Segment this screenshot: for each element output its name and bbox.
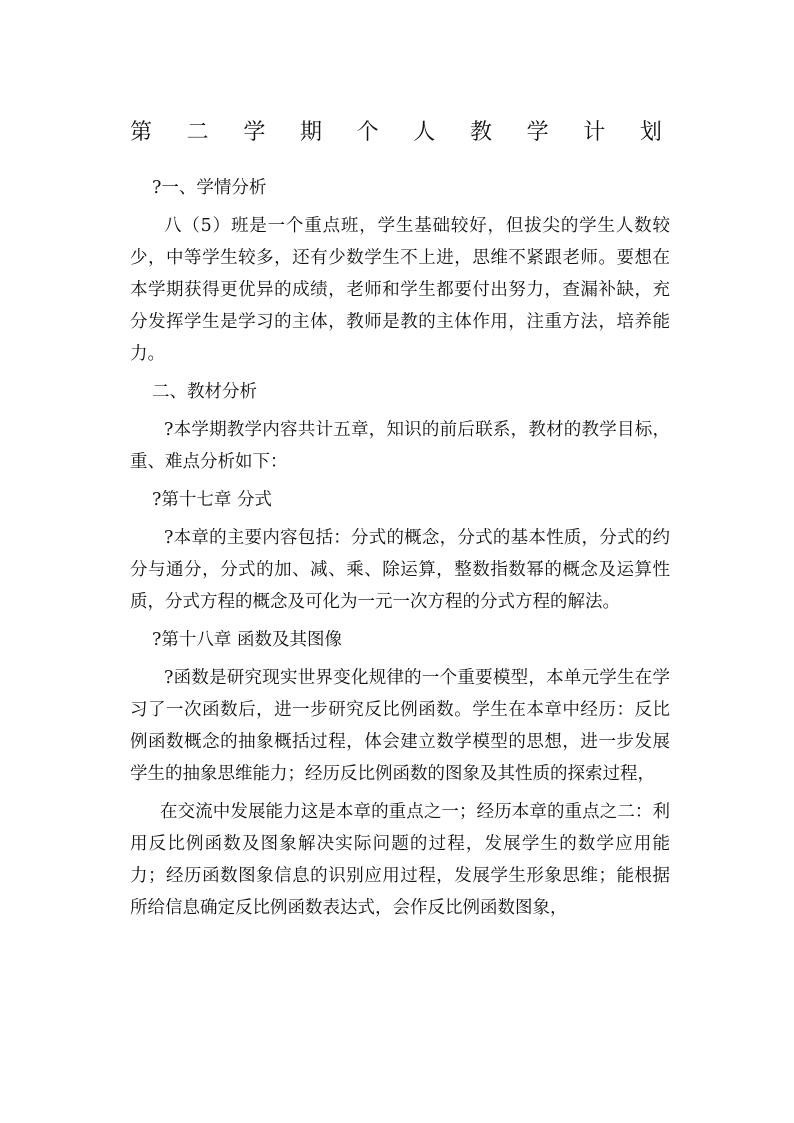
title-char: 期: [299, 120, 322, 145]
paragraph-chapter-18-part-1: ?函数是研究现实世界变化规律的一个重要模型，本单元学生在学习了一次函数后，进一步研究反比例函数。学生在本章中经历：反比例函数概念的抽象概括过程，体会建立数学模型的思想，进一步发展学生的抽象思维能力；经历反比例函数的图象及其性质的探索过程，: [130, 668, 670, 784]
document-body: [130, 172, 670, 930]
title-char: 划: [639, 120, 662, 145]
paragraph-class-situation: 八（5）班是一个重点班，学生基础较好，但拔尖的学生人数较少，中等学生较多，还有少数学生不上进，思维不紧跟老师。要想在本学期获得更优异的成绩，老师和学生都要付出努力，查漏补缺，充分发挥学生是学习的主体，教师是教的主体作用，注重方法，培养能力。: [130, 216, 670, 364]
chapter-heading-18: ?第十八章 函数及其图像: [152, 630, 342, 650]
chapter-heading-17: ?第十七章 分式: [152, 490, 272, 510]
section-heading-learning-analysis: ?一、学情分析: [152, 178, 267, 198]
paragraph-chapter-17: ?本章的主要内容包括：分式的概念，分式的基本性质，分式的约分与通分，分式的加、减、乘、除运算，整数指数幂的概念及运算性质，分式方程的概念及可化为一元一次方程的分式方程的解法。: [130, 528, 670, 612]
paragraph-textbook-overview: ?本学期教学内容共计五章，知识的前后联系，教材的教学目标，重、难点分析如下：: [130, 420, 670, 472]
title-char: 第: [130, 120, 153, 145]
title-char: 计: [583, 120, 606, 145]
title-char: 个: [356, 120, 379, 145]
title-char: 二: [186, 120, 209, 145]
title-char: 学: [526, 120, 549, 145]
document-title: [130, 118, 662, 148]
title-char: 人: [413, 120, 436, 145]
paragraph-chapter-18-part-2: 在交流中发展能力这是本章的重点之一；经历本章的重点之二：利用反比例函数及图象解决实际问题的过程，发展学生的数学应用能力；经历函数图象信息的识别应用过程，发展学生形象思维；能根据所给信息确定反比例函数表达式，会作反比例函数图象，: [130, 802, 670, 918]
title-char: 教: [469, 120, 492, 145]
title-char: 学: [243, 120, 266, 145]
section-heading-textbook-analysis: 二、教材分析: [152, 382, 257, 402]
